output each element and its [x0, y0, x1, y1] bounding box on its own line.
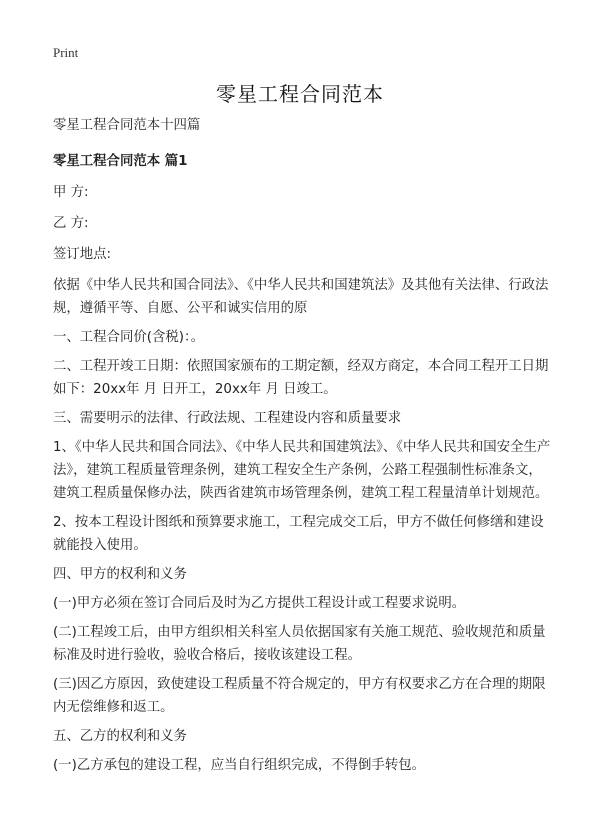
clause-party-a-item-3: (三)因乙方原因，致使建设工程质量不符合规定的，甲方有权要求乙方在合理的期限内无偿维修和返工。 [53, 677, 546, 715]
clause-party-a-item-2: (二)工程竣工后，由甲方组织相关科室人员依据国家有关施工规范、验收规范和质量标准及时进行验收，验收合格后，接收该建设工程。 [53, 625, 546, 663]
party-a-line: 甲 方: [53, 185, 89, 200]
clause-party-b-item-1: (一)乙方承包的建设工程，应当自行组织完成，不得倒手转包。 [53, 758, 425, 773]
clause-party-b-rights: 五、乙方的权利和义务 [53, 729, 187, 744]
print-label[interactable]: Print [53, 45, 79, 60]
section-heading: 零星工程合同范本 篇1 [53, 154, 188, 169]
document-subtitle: 零星工程合同范本十四篇 [53, 118, 201, 133]
clause-legal-requirements: 三、需要明示的法律、行政法规、工程建设内容和质量要求 [53, 411, 402, 426]
preamble-paragraph: 依据《中华人民共和国合同法》、《中华人民共和国建筑法》及其他有关法律、行政法规，遵循平等、自愿、公平和诚实信用的原 [53, 278, 549, 316]
clause-schedule: 二、工程开竣工日期：依照国家颁布的工期定额，经双方商定，本合同工程开工日期如下：20xx年 月 日开工，20xx年 月 日竣工。 [53, 359, 549, 397]
clause-party-a-rights: 四、甲方的权利和义务 [53, 567, 187, 582]
clause-item-laws: 1、《中华人民共和国合同法》、《中华人民共和国建筑法》、《中华人民共和国安全生产法》，建筑工程质量管理条例，建筑工程安全生产条例，公路工程强制性标准条文，建筑工程质量保修办法，陕西省建筑市场管理条例，建筑工程工程量清单计划规范。 [53, 440, 551, 501]
document-body [53, 114, 553, 783]
document-title: 零星工程合同范本 [216, 82, 384, 106]
clause-item-construction: 2、按本工程设计图纸和预算要求施工，工程完成交工后，甲方不做任何修缮和建设就能投入使用。 [53, 515, 544, 553]
party-b-line: 乙 方: [53, 216, 89, 231]
signing-location-line: 签订地点: [53, 247, 112, 262]
clause-contract-price: 一、工程合同价(含税)：。 [53, 330, 205, 345]
clause-party-a-item-1: (一)甲方必须在签订合同后及时为乙方提供工程设计或工程要求说明。 [53, 596, 466, 611]
